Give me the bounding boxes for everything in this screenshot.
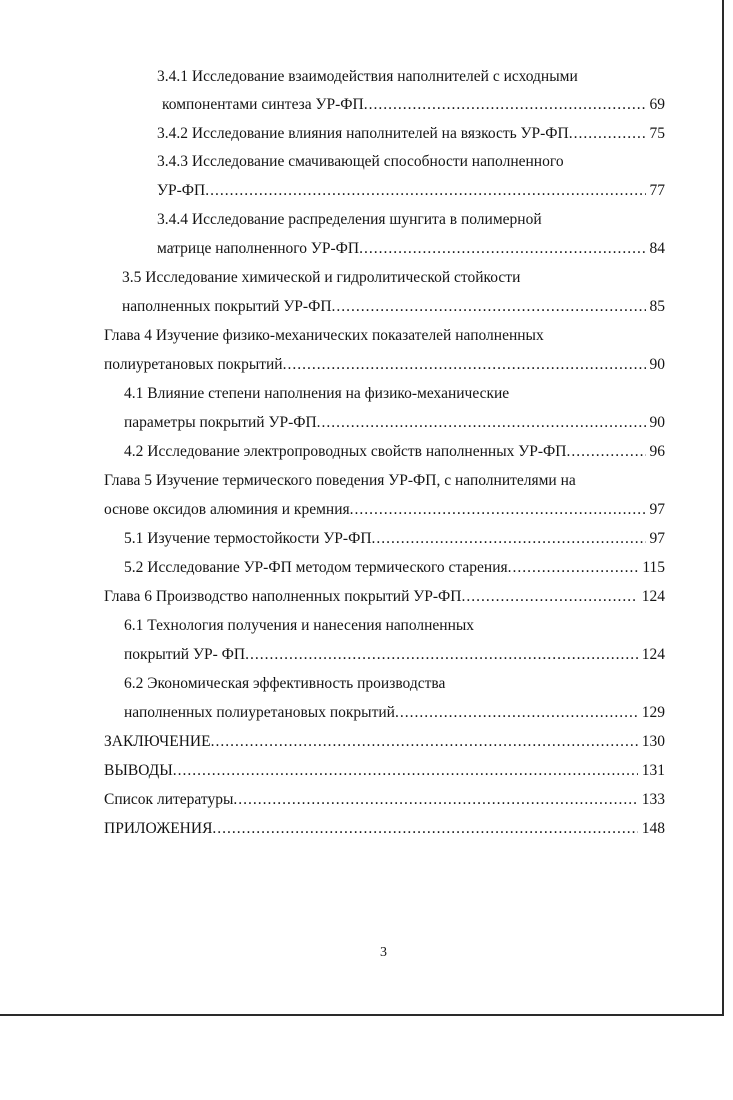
- toc-entry-text: 4.2 Исследование электропроводных свойств наполненных УР-ФП: [124, 443, 567, 460]
- toc-entry: [157, 181, 665, 201]
- toc-entry: [104, 500, 665, 520]
- toc-entry-text: 6.2 Экономическая эффективность производства: [124, 675, 446, 692]
- toc-entry-page: 90: [649, 414, 665, 431]
- toc-entry: [124, 645, 665, 665]
- toc-leader-dots: [461, 587, 637, 607]
- toc-leader-dots: [359, 239, 645, 259]
- toc-leader-dots: [205, 181, 645, 201]
- toc-entry-text: 3.4.4 Исследование распределения шунгита в полимерной: [157, 211, 542, 228]
- toc-leader-dots: [372, 529, 646, 549]
- toc-leader-dots: [173, 761, 638, 781]
- toc-leader-dots: [211, 732, 638, 752]
- toc-entry: [162, 95, 665, 115]
- toc-entry: [104, 761, 665, 781]
- toc-entry: [104, 587, 665, 607]
- toc-entry: [104, 471, 576, 491]
- toc-leader-dots: [245, 645, 638, 665]
- toc-entry: [157, 124, 665, 144]
- toc-leader-dots: [364, 95, 646, 115]
- scan-border-bottom: [0, 1014, 724, 1016]
- toc-entry-text: 6.1 Технология получения и нанесения наполненных: [124, 617, 475, 634]
- toc-entry-page: 148: [641, 820, 665, 837]
- toc-entry: [157, 239, 665, 259]
- toc-entry: [124, 616, 474, 636]
- toc-entry-page: 69: [649, 96, 665, 113]
- toc-entry-page: 85: [649, 298, 665, 315]
- toc-entry-page: 124: [641, 646, 665, 663]
- toc-entry: [157, 152, 564, 172]
- toc-entry-text: 5.1 Изучение термостойкости УР-ФП: [124, 530, 372, 547]
- toc-entry: [122, 297, 665, 317]
- toc-entry-page: 124: [641, 588, 665, 605]
- toc-leader-dots: [566, 442, 645, 462]
- toc-entry-text: ПРИЛОЖЕНИЯ: [104, 820, 213, 837]
- toc-entry-page: 97: [649, 530, 665, 547]
- toc-entry: [124, 674, 445, 694]
- toc-entry: [104, 819, 665, 839]
- toc-entry-text: наполненных полиуретановых покрытий: [124, 704, 395, 721]
- toc-entry-page: 97: [649, 501, 665, 518]
- toc-entry-text: Глава 5 Изучение термического поведения УР-ФП, с наполнителями на: [104, 472, 576, 489]
- toc-leader-dots: [508, 558, 639, 578]
- toc-entry-text: полиуретановых покрытий: [104, 356, 283, 373]
- toc-leader-dots: [233, 790, 637, 810]
- toc-entry: [124, 703, 665, 723]
- toc-entry: [124, 442, 665, 462]
- toc-entry-text: основе оксидов алюминия и кремния: [104, 501, 350, 518]
- toc-entry-text: 3.5 Исследование химической и гидролитической стойкости: [122, 269, 521, 286]
- toc-leader-dots: [283, 355, 646, 375]
- toc-entry: [157, 67, 578, 87]
- toc-entry: [104, 326, 544, 346]
- toc-entry: [104, 732, 665, 752]
- toc-entry-text: ВЫВОДЫ: [104, 762, 173, 779]
- toc-entry: [157, 210, 542, 230]
- toc-entry: [124, 529, 665, 549]
- toc-entry: [124, 413, 665, 433]
- toc-entry-text: Глава 6 Производство наполненных покрытий УР-ФП: [104, 588, 462, 605]
- toc-entry-text: компонентами синтеза УР-ФП: [162, 96, 364, 113]
- toc-entry: [104, 355, 665, 375]
- toc-leader-dots: [569, 124, 646, 144]
- toc-entry-page: 96: [649, 443, 665, 460]
- toc-leader-dots: [332, 297, 646, 317]
- toc-entry-text: УР-ФП: [157, 182, 206, 199]
- toc-entry-text: Глава 4 Изучение физико-механических показателей наполненных: [104, 327, 544, 344]
- toc-entry-text: покрытий УР- ФП: [124, 646, 246, 663]
- scan-border-right: [722, 0, 724, 1015]
- toc-entry-page: 77: [649, 182, 665, 199]
- toc-entry-page: 131: [641, 762, 665, 779]
- toc-entry-page: 130: [641, 733, 665, 750]
- toc-entry-text: параметры покрытий УР-ФП: [124, 414, 317, 431]
- page-number: 3: [380, 945, 387, 960]
- toc-entry: [122, 268, 520, 288]
- toc-entry: [124, 384, 509, 404]
- toc-entry-text: 3.4.1 Исследование взаимодействия наполнителей с исходными: [157, 68, 578, 85]
- toc-entry: [124, 558, 665, 578]
- toc-entry-text: 5.2 Исследование УР-ФП методом термического старения: [124, 559, 508, 576]
- toc-leader-dots: [350, 500, 646, 520]
- toc-entry-page: 90: [649, 356, 665, 373]
- toc-entry-text: наполненных покрытий УР-ФП: [122, 298, 332, 315]
- toc-entry-text: Список литературы: [104, 791, 234, 808]
- toc-entry: [104, 790, 665, 810]
- toc-entry-text: 4.1 Влияние степени наполнения на физико-механические: [124, 385, 510, 402]
- toc-entry-page: 75: [649, 125, 665, 142]
- toc-entry-page: 115: [642, 559, 665, 576]
- toc-entry-text: ЗАКЛЮЧЕНИЕ: [104, 733, 211, 750]
- toc-leader-dots: [395, 703, 638, 723]
- toc-entry-text: матрице наполненного УР-ФП: [157, 240, 360, 257]
- toc-leader-dots: [317, 413, 646, 433]
- toc-entry-page: 133: [641, 791, 665, 808]
- toc-leader-dots: [212, 819, 637, 839]
- toc-entry-text: 3.4.2 Исследование влияния наполнителей на вязкость УР-ФП: [157, 125, 569, 142]
- toc-entry-page: 129: [641, 704, 665, 721]
- toc-entry-page: 84: [649, 240, 665, 257]
- toc-entry-text: 3.4.3 Исследование смачивающей способности наполненного: [157, 153, 564, 170]
